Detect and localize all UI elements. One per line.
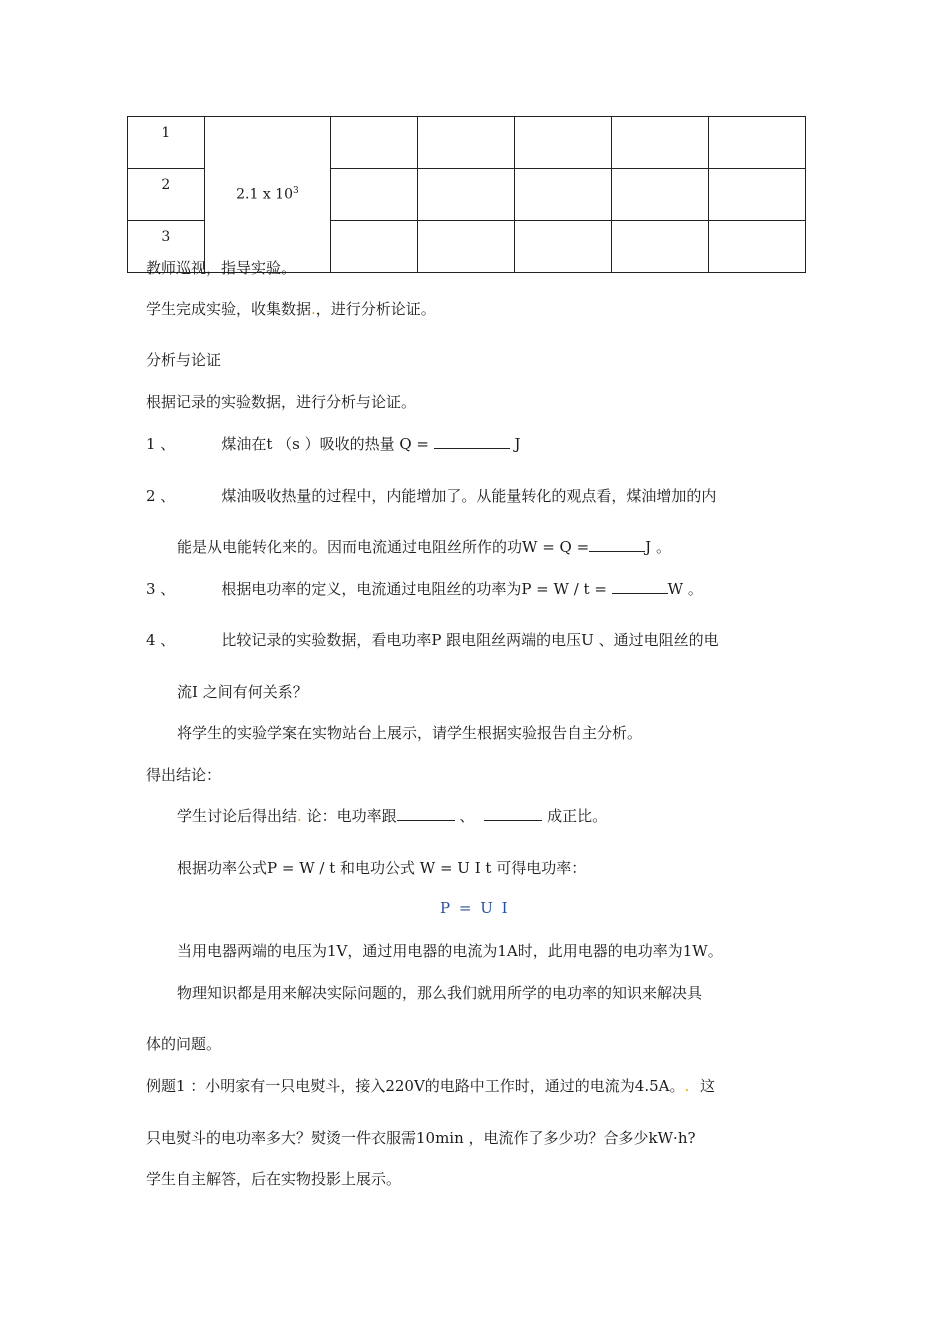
item-4-continued: 流I 之间有何关系？ <box>177 683 308 701</box>
student-data-part: ，进行分析论证。 <box>315 300 436 318</box>
item-text: 根据电功率的定义，电流通过电阻丝的功率为P = W / t = <box>221 580 612 598</box>
highlight-dot: . <box>311 300 316 318</box>
conclusion-part: 成正比。 <box>542 807 608 825</box>
item-number: 2 、 <box>146 487 176 505</box>
table-cell <box>331 169 418 221</box>
display-report-text: 将学生的实验学案在实物站台上展示，请学生根据实验报告自主分析。 <box>177 724 643 742</box>
specific-heat-cell <box>204 117 330 273</box>
row-index: 3 <box>128 221 205 273</box>
row-index: 1 <box>128 117 205 169</box>
table-cell <box>331 117 418 169</box>
table-cell <box>417 169 514 221</box>
conclusion-part: 论：电功率跟 <box>301 807 397 825</box>
item-unit: J 。 <box>645 538 671 556</box>
table-cell <box>514 169 611 221</box>
power-formula: P = U I <box>440 899 510 917</box>
example-1-continued: 只电熨斗的电功率多大？熨烫一件衣服需10min ，电流作了多少功？合多少kW·h? <box>146 1129 696 1147</box>
experiment-data-table <box>127 116 806 273</box>
formula-intro: 根据功率公式P = W / t 和电功公式 W = U I t 可得电功率： <box>177 859 587 877</box>
item-unit: W 。 <box>667 580 703 598</box>
table-cell <box>708 169 805 221</box>
student-data-text <box>146 298 436 319</box>
item-2-continued <box>177 536 671 557</box>
table-cell <box>708 221 805 273</box>
example-part: 这 <box>695 1077 716 1095</box>
highlight-dot: . <box>684 1077 690 1095</box>
table-cell <box>514 117 611 169</box>
item-text: 比较记录的实验数据，看电功率P 跟电阻丝两端的电压U 、通过电阻丝的电 <box>221 631 719 649</box>
table-row <box>128 117 806 169</box>
example-part: 例题1 ：小明家有一只电熨斗，接入220V的电路中工作时，通过的电流为4.5A。 <box>146 1077 685 1095</box>
analysis-heading: 分析与论证 <box>146 351 222 369</box>
item-unit: J <box>509 435 521 453</box>
answer-blank[interactable] <box>484 806 542 821</box>
table-cell <box>611 117 708 169</box>
answer-blank[interactable] <box>589 537 645 552</box>
table-cell <box>611 221 708 273</box>
student-data-part: 学生完成实验，收集数据 <box>146 300 312 318</box>
table-cell <box>514 221 611 273</box>
conclusion-heading: 得出结论： <box>146 766 222 784</box>
item-number: 3 、 <box>146 580 176 598</box>
table-cell <box>417 221 514 273</box>
item-text: 煤油吸收热量的过程中，内能增加了。从能量转化的观点看，煤油增加的内 <box>221 487 717 505</box>
conclusion-part: 学生讨论后得出结 <box>177 807 298 825</box>
answer-blank[interactable] <box>612 579 668 594</box>
table-cell <box>708 117 805 169</box>
student-solve-text: 学生自主解答，后在实物投影上展示。 <box>146 1170 402 1188</box>
table-cell <box>331 221 418 273</box>
item-text: 煤油在t （s ）吸收的热量 Q = <box>221 435 434 453</box>
item-1 <box>146 433 521 454</box>
conclusion-text <box>177 805 607 826</box>
table-cell <box>611 169 708 221</box>
item-number: 4 、 <box>146 631 176 649</box>
application-text: 物理知识都是用来解决实际问题的，那么我们就用所学的电功率的知识来解决具 <box>177 984 703 1002</box>
item-3 <box>146 578 703 599</box>
example-1 <box>146 1075 715 1096</box>
row-index: 2 <box>128 169 205 221</box>
answer-blank[interactable] <box>397 806 455 821</box>
analysis-intro: 根据记录的实验数据，进行分析与论证。 <box>146 393 417 411</box>
teacher-patrol-text: 教师巡视，指导实验。 <box>146 259 297 277</box>
answer-blank[interactable] <box>434 434 510 449</box>
specific-heat-exponent: 3 <box>293 186 299 197</box>
item-number: 1 、 <box>146 435 176 453</box>
item-text: 能是从电能转化来的。因而电流通过电阻丝所作的功W = Q = <box>177 538 590 556</box>
highlight-dot: . <box>297 807 302 825</box>
table-cell <box>417 117 514 169</box>
item-2 <box>146 485 716 506</box>
unit-definition: 当用电器两端的电压为1V，通过用电器的电流为1A时，此用电器的电功率为1W。 <box>177 942 723 960</box>
conclusion-part: 、 <box>454 807 475 825</box>
item-4 <box>146 629 719 650</box>
specific-heat-value: 2.1 x 10 <box>236 186 293 203</box>
application-text-continued: 体的问题。 <box>146 1035 222 1053</box>
